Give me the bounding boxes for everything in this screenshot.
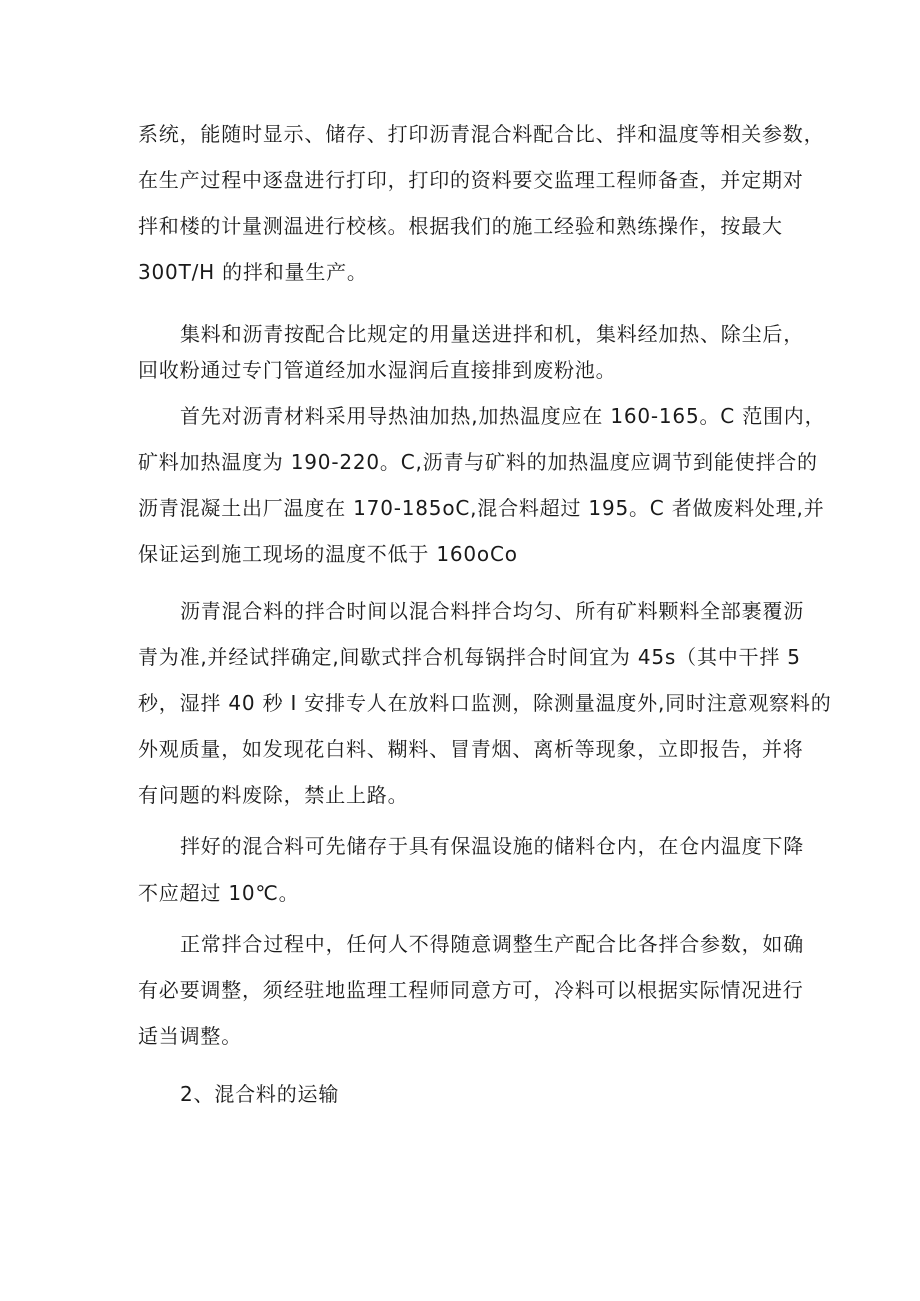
section-heading: 2、混合料的运输 [180, 1082, 340, 1106]
paragraph-4-line-1: 沥青混合料的拌合时间以混合料拌合均匀、所有矿料颗料全部裹覆沥 [180, 599, 804, 623]
paragraph-6-line-2: 有必要调整，须经驻地监理工程师同意方可，冷料可以根据实际情况进行 [138, 978, 804, 1002]
paragraph-2-line-1: 集料和沥青按配合比规定的用量送进拌和机，集料经加热、除尘后， [180, 322, 804, 346]
paragraph-4-line-4: 外观质量，如发现花白料、糊料、冒青烟、离析等现象，立即报告，并将 [138, 737, 804, 761]
paragraph-1-line-3: 拌和楼的计量测温进行校核。根据我们的施工经验和熟练操作，按最大 [138, 214, 783, 238]
paragraph-4-line-2: 青为准,并经试拌确定,间歇式拌合机每锅拌合时间宜为 45s（其中干拌 5 [138, 645, 801, 669]
paragraph-6-line-3: 适当调整。 [138, 1024, 242, 1048]
paragraph-4-line-5: 有问题的料废除，禁止上路。 [138, 783, 409, 807]
paragraph-2-line-2: 回收粉通过专门管道经加水湿润后直接排到废粉池。 [138, 358, 617, 382]
paragraph-3-line-1: 首先对沥青材料采用导热油加热,加热温度应在 160-165。C 范围内， [180, 404, 826, 428]
paragraph-3-line-3: 沥青混凝土出厂温度在 170-185oC,混合料超过 195。C 者做废料处理,并 [138, 496, 825, 520]
paragraph-6-line-1: 正常拌合过程中，任何人不得随意调整生产配合比各拌合参数，如确 [180, 932, 804, 956]
paragraph-1-line-2: 在生产过程中逐盘进行打印，打印的资料要交监理工程师备查，并定期对 [138, 168, 804, 192]
paragraph-4-line-3: 秒，湿拌 40 秒 I 安排专人在放料口监测，除测量温度外,同时注意观察料的 [138, 691, 832, 715]
paragraph-1-line-1: 系统，能随时显示、储存、打印沥青混合料配合比、拌和温度等相关参数， [138, 122, 825, 146]
paragraph-1-line-4: 300T/H 的拌和量生产。 [138, 260, 368, 284]
paragraph-3-line-4: 保证运到施工现场的温度不低于 160oCo [138, 542, 518, 566]
paragraph-5-line-1: 拌好的混合料可先储存于具有保温设施的储料仓内，在仓内温度下降 [180, 834, 804, 858]
paragraph-5-line-2: 不应超过 10℃。 [138, 881, 300, 905]
paragraph-3-line-2: 矿料加热温度为 190-220。C,沥青与矿料的加热温度应调节到能使拌合的 [138, 450, 818, 474]
